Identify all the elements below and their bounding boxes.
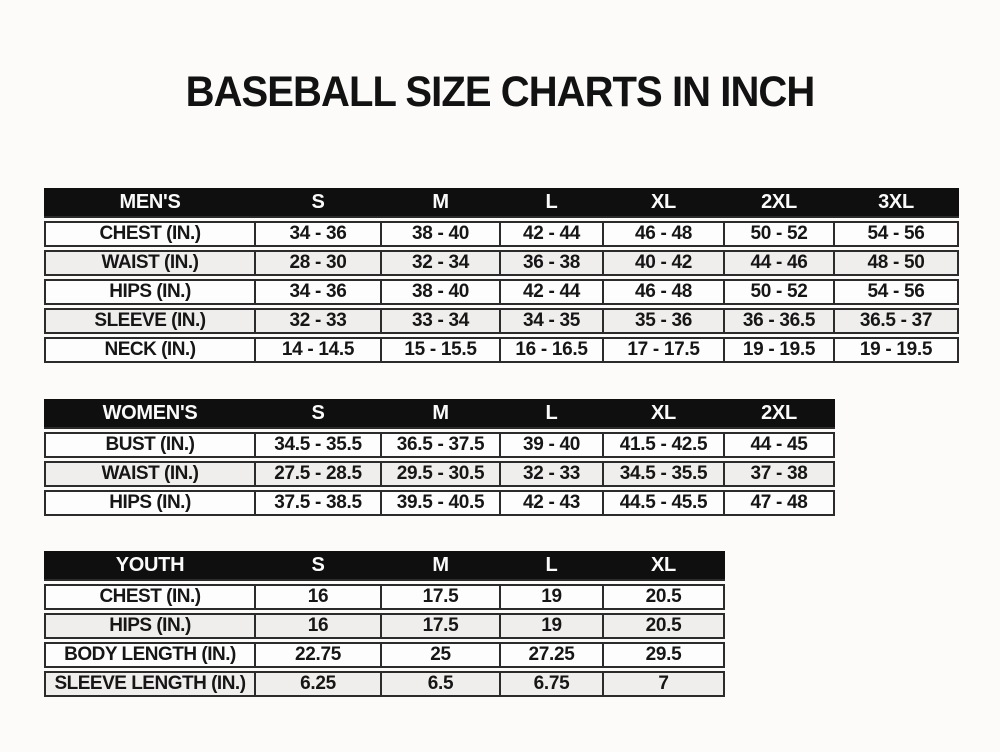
size-column-header: XL bbox=[603, 400, 724, 430]
size-value-cell: 42 - 43 bbox=[500, 488, 603, 515]
size-value-cell: 20.5 bbox=[603, 611, 724, 640]
size-value-cell: 20.5 bbox=[603, 582, 724, 611]
size-value-cell: 6.25 bbox=[255, 669, 381, 696]
table-row bbox=[45, 459, 834, 488]
size-value-cell: 36.5 - 37.5 bbox=[381, 430, 500, 459]
size-value-cell: 44 - 46 bbox=[724, 248, 834, 277]
size-value-cell: 35 - 36 bbox=[603, 306, 724, 335]
size-value-cell: 34.5 - 35.5 bbox=[255, 430, 381, 459]
table-row bbox=[45, 219, 958, 248]
size-value-cell: 19 bbox=[500, 611, 603, 640]
size-column-header: S bbox=[255, 400, 381, 430]
size-value-cell: 17.5 bbox=[381, 611, 500, 640]
size-column-header: 3XL bbox=[834, 189, 958, 219]
table-row bbox=[45, 582, 724, 611]
mens-table-section-label: MEN'S bbox=[45, 189, 255, 219]
size-column-header: L bbox=[500, 400, 603, 430]
size-value-cell: 27.25 bbox=[500, 640, 603, 669]
size-value-cell: 32 - 33 bbox=[500, 459, 603, 488]
size-column-header: 2XL bbox=[724, 400, 834, 430]
womens-table-section-label: WOMEN'S bbox=[45, 400, 255, 430]
row-label-cell: HIPS (IN.) bbox=[45, 611, 255, 640]
size-column-header: S bbox=[255, 189, 381, 219]
size-value-cell: 14 - 14.5 bbox=[255, 335, 381, 362]
table-row bbox=[45, 248, 958, 277]
size-value-cell: 7 bbox=[603, 669, 724, 696]
mens-size-table-section bbox=[44, 188, 959, 363]
size-column-header: 2XL bbox=[724, 189, 834, 219]
womens-size-table-section bbox=[44, 399, 835, 516]
size-value-cell: 15 - 15.5 bbox=[381, 335, 500, 362]
size-value-cell: 41.5 - 42.5 bbox=[603, 430, 724, 459]
table-row bbox=[45, 611, 724, 640]
size-value-cell: 36 - 38 bbox=[500, 248, 603, 277]
size-value-cell: 42 - 44 bbox=[500, 219, 603, 248]
size-value-cell: 44 - 45 bbox=[724, 430, 834, 459]
size-value-cell: 44.5 - 45.5 bbox=[603, 488, 724, 515]
size-value-cell: 47 - 48 bbox=[724, 488, 834, 515]
row-label-cell: NECK (IN.) bbox=[45, 335, 255, 362]
size-value-cell: 48 - 50 bbox=[834, 248, 958, 277]
row-label-cell: WAIST (IN.) bbox=[45, 248, 255, 277]
size-value-cell: 34 - 36 bbox=[255, 277, 381, 306]
size-value-cell: 33 - 34 bbox=[381, 306, 500, 335]
size-value-cell: 38 - 40 bbox=[381, 219, 500, 248]
size-value-cell: 19 - 19.5 bbox=[834, 335, 958, 362]
size-value-cell: 34 - 35 bbox=[500, 306, 603, 335]
table-row bbox=[45, 430, 834, 459]
size-value-cell: 22.75 bbox=[255, 640, 381, 669]
size-value-cell: 50 - 52 bbox=[724, 219, 834, 248]
size-value-cell: 29.5 - 30.5 bbox=[381, 459, 500, 488]
size-value-cell: 46 - 48 bbox=[603, 277, 724, 306]
table-row bbox=[45, 277, 958, 306]
womens-size-table bbox=[44, 399, 835, 516]
size-column-header: XL bbox=[603, 552, 724, 582]
size-column-header: M bbox=[381, 400, 500, 430]
size-value-cell: 39 - 40 bbox=[500, 430, 603, 459]
youth-size-table-section bbox=[44, 551, 725, 697]
size-value-cell: 29.5 bbox=[603, 640, 724, 669]
size-value-cell: 54 - 56 bbox=[834, 219, 958, 248]
size-value-cell: 25 bbox=[381, 640, 500, 669]
size-column-header: M bbox=[381, 189, 500, 219]
size-value-cell: 36.5 - 37 bbox=[834, 306, 958, 335]
mens-header-row bbox=[45, 189, 958, 219]
size-value-cell: 46 - 48 bbox=[603, 219, 724, 248]
row-label-cell: BUST (IN.) bbox=[45, 430, 255, 459]
row-label-cell: SLEEVE LENGTH (IN.) bbox=[45, 669, 255, 696]
size-value-cell: 50 - 52 bbox=[724, 277, 834, 306]
row-label-cell: WAIST (IN.) bbox=[45, 459, 255, 488]
size-value-cell: 19 - 19.5 bbox=[724, 335, 834, 362]
size-column-header: L bbox=[500, 189, 603, 219]
size-value-cell: 37 - 38 bbox=[724, 459, 834, 488]
size-value-cell: 36 - 36.5 bbox=[724, 306, 834, 335]
table-row bbox=[45, 640, 724, 669]
size-value-cell: 34 - 36 bbox=[255, 219, 381, 248]
size-column-header: XL bbox=[603, 189, 724, 219]
table-row bbox=[45, 335, 958, 362]
size-column-header: L bbox=[500, 552, 603, 582]
size-value-cell: 37.5 - 38.5 bbox=[255, 488, 381, 515]
row-label-cell: CHEST (IN.) bbox=[45, 582, 255, 611]
size-value-cell: 16 bbox=[255, 611, 381, 640]
row-label-cell: HIPS (IN.) bbox=[45, 488, 255, 515]
size-value-cell: 6.5 bbox=[381, 669, 500, 696]
title-bar bbox=[0, 68, 1000, 117]
size-value-cell: 19 bbox=[500, 582, 603, 611]
size-value-cell: 16 - 16.5 bbox=[500, 335, 603, 362]
size-value-cell: 39.5 - 40.5 bbox=[381, 488, 500, 515]
size-value-cell: 28 - 30 bbox=[255, 248, 381, 277]
size-column-header: M bbox=[381, 552, 500, 582]
size-value-cell: 27.5 - 28.5 bbox=[255, 459, 381, 488]
size-value-cell: 6.75 bbox=[500, 669, 603, 696]
size-value-cell: 42 - 44 bbox=[500, 277, 603, 306]
size-value-cell: 17 - 17.5 bbox=[603, 335, 724, 362]
size-value-cell: 40 - 42 bbox=[603, 248, 724, 277]
womens-header-row bbox=[45, 400, 834, 430]
youth-size-table bbox=[44, 551, 725, 697]
size-value-cell: 32 - 34 bbox=[381, 248, 500, 277]
size-value-cell: 32 - 33 bbox=[255, 306, 381, 335]
row-label-cell: CHEST (IN.) bbox=[45, 219, 255, 248]
size-column-header: S bbox=[255, 552, 381, 582]
row-label-cell: SLEEVE (IN.) bbox=[45, 306, 255, 335]
page-title: BASEBALL SIZE CHARTS IN INCH bbox=[185, 68, 815, 116]
size-value-cell: 54 - 56 bbox=[834, 277, 958, 306]
row-label-cell: HIPS (IN.) bbox=[45, 277, 255, 306]
table-row bbox=[45, 488, 834, 515]
row-label-cell: BODY LENGTH (IN.) bbox=[45, 640, 255, 669]
youth-table-section-label: YOUTH bbox=[45, 552, 255, 582]
size-value-cell: 38 - 40 bbox=[381, 277, 500, 306]
size-value-cell: 17.5 bbox=[381, 582, 500, 611]
table-row bbox=[45, 306, 958, 335]
youth-header-row bbox=[45, 552, 724, 582]
mens-size-table bbox=[44, 188, 959, 363]
table-row bbox=[45, 669, 724, 696]
size-value-cell: 16 bbox=[255, 582, 381, 611]
size-value-cell: 34.5 - 35.5 bbox=[603, 459, 724, 488]
